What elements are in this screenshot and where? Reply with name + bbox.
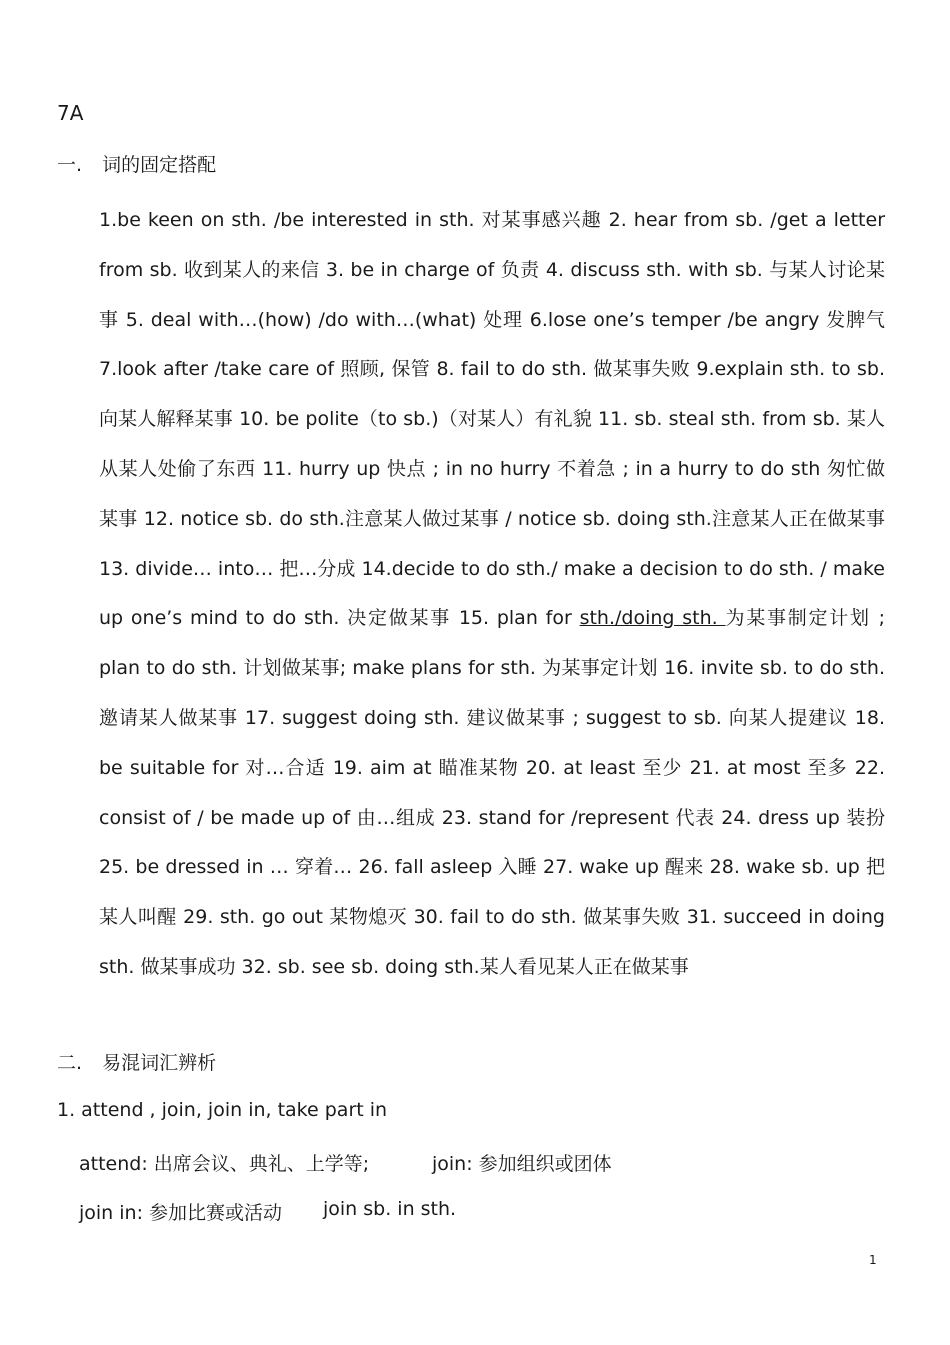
phrase-6: 6.lose one’s temper /be angry 发脾气 [529, 308, 885, 331]
phrase-19: 19. aim at 瞄准某物 [332, 756, 526, 779]
phrase-25: 25. be dressed in … 穿着… [99, 856, 359, 879]
phrase-12: 12. notice sb. do sth.注意某人做过某事 / notice sb. doing sth.注意某人正在做某事 [143, 507, 885, 530]
phrase-26: 26. fall asleep 入睡 [358, 856, 544, 879]
page-number: 1 [869, 1253, 877, 1267]
phrase-11a: 11. sb. steal sth. from sb. 某人从某人处偷了东西 [99, 408, 885, 480]
phrase-4: 4. discuss sth. with sb. 与某人讨论某事 [99, 258, 885, 331]
section-2-heading [57, 1048, 216, 1075]
phrase-24: 24. dress up 装扮 [721, 806, 885, 829]
phrase-15-end: 为某事制定计划 ; plan to do sth. 计划做某事; make plans for sth. 为某事定计划 [99, 607, 885, 680]
phrase-27: 27. wake up 醒来 [543, 856, 710, 879]
phrase-2: 2. hear from sb. /get a letter from sb. 收到某人的来信 [99, 209, 885, 281]
phrase-13: 13. divide… into… 把…分成 [99, 557, 362, 580]
phrase-7: 7.look after /take care of 照顾, 保管 [99, 358, 437, 381]
phrase-10: 10. be polite（to sb.)（对某人）有礼貌 [239, 408, 599, 431]
attend-definition: attend: 出席会议、典礼、上学等; [79, 1153, 370, 1175]
phrase-14: 14.decide to do sth./ make a decision to do sth. / make up one’s mind to do sth. 决定做某事 [99, 557, 885, 630]
join-in-definition: join in: 参加比赛或活动 [79, 1202, 283, 1224]
phrase-23: 23. stand for /represent 代表 [441, 806, 722, 829]
phrase-8: 8. fail to do sth. 做某事失败 [436, 358, 697, 381]
phrase-32: 32. sb. see sb. doing sth.某人看见某人正在做某事 [241, 955, 689, 978]
phrase-9: 9.explain sth. to sb. 向某人解释某事 [99, 358, 885, 431]
section-1-number: 一. [57, 154, 83, 176]
phrase-28: 28. wake sb. up 把某人叫醒 [99, 856, 885, 929]
phrase-15-start: 15. plan for [458, 607, 580, 630]
join-in-usage: join sb. in sth. [323, 1198, 457, 1220]
phrase-list-paragraph [99, 196, 885, 993]
phrase-31: 31. succeed in doing sth. 做某事成功 [99, 906, 885, 978]
phrase-29: 29. sth. go out 某物熄灭 [183, 906, 414, 929]
grade-heading: 7A [57, 101, 84, 125]
section-1-title: 词的固定搭配 [102, 154, 217, 176]
phrase-5: 5. deal with…(how) /do with…(what) 处理 [125, 308, 530, 331]
phrase-20: 20. at least 至少 [525, 756, 690, 779]
section-1-heading [57, 150, 216, 177]
phrase-17: 17. suggest doing sth. 建议做某事 ; suggest to sb. 向某人提建议 [244, 706, 855, 729]
phrase-18: 18. be suitable for 对…合适 [99, 706, 885, 779]
phrase-16: 16. invite sb. to do sth. 邀请某人做某事 [99, 657, 885, 729]
phrase-11b: 11. hurry up 快点 ; in no hurry 不着急 ; in a hurry to do sth 匆忙做某事 [99, 457, 885, 530]
section-2-number: 二. [57, 1052, 83, 1074]
phrase-15-underlined: sth./doing sth. [579, 607, 726, 630]
phrase-22: 22. consist of / be made up of 由…组成 [99, 756, 885, 829]
section-2-title: 易混词汇辨析 [102, 1052, 217, 1074]
item-1-title: 1. attend , join, join in, take part in [57, 1099, 388, 1121]
phrase-21: 21. at most 至多 [689, 756, 855, 779]
phrase-30: 30. fail to do sth. 做某事失败 [413, 906, 687, 929]
join-definition: join: 参加组织或团体 [432, 1153, 612, 1175]
phrase-1: 1.be keen on sth. /be interested in sth. 对某事感兴趣 [99, 209, 609, 231]
phrase-3: 3. be in charge of 负责 [325, 258, 546, 281]
